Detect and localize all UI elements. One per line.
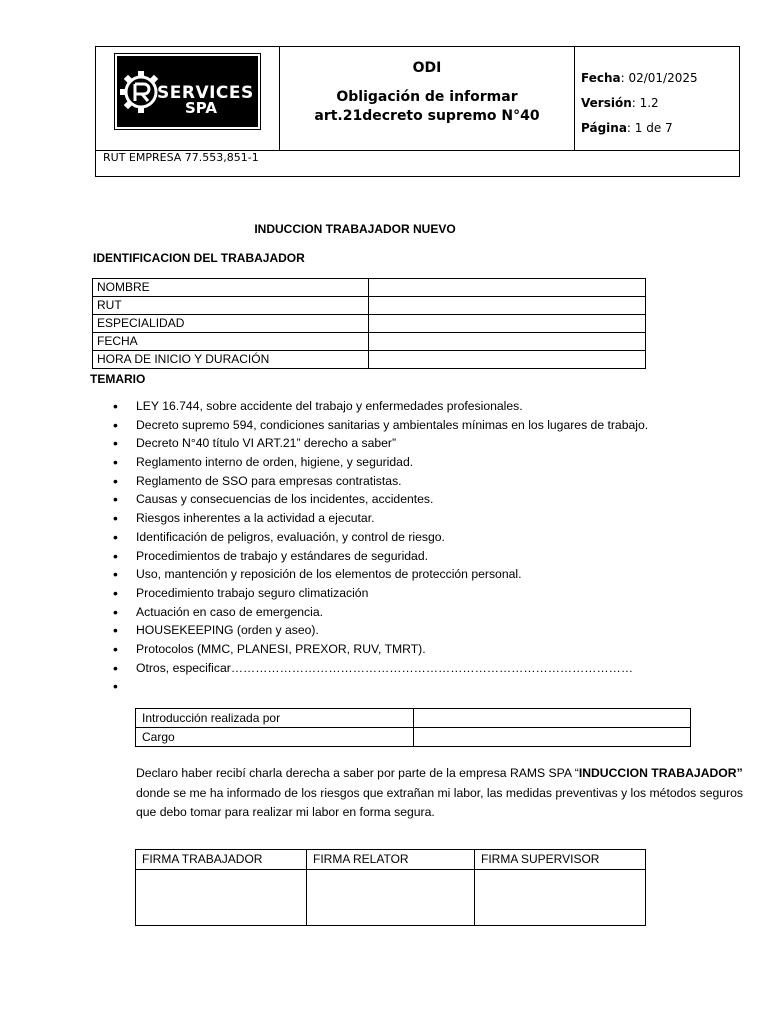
main-title: INDUCCION TRABAJADOR NUEVO <box>254 222 456 236</box>
logo-text-services: SERVICES <box>157 83 254 103</box>
list-item: • Causas y consecuencias de los incidentes, accidentes. <box>113 490 648 509</box>
list-item: • Procedimientos de trabajo y estándares de seguridad. <box>113 547 648 566</box>
row-label: ESPECIALIDAD <box>93 315 369 333</box>
especialidad-input-cell[interactable] <box>369 315 646 333</box>
header-divider <box>574 46 575 151</box>
temario-heading: TEMARIO <box>90 372 146 386</box>
document-title-block <box>280 60 574 126</box>
document-subtitle-line1: Obligación de informar <box>336 89 518 105</box>
table-row <box>93 315 646 333</box>
firmas-table <box>135 849 646 926</box>
firma-relator-header: FIRMA RELATOR <box>307 850 475 870</box>
row-label: Cargo <box>136 728 414 747</box>
cargo-input-cell[interactable] <box>414 728 691 747</box>
fecha-input-cell[interactable] <box>369 333 646 351</box>
introduccion-input-cell[interactable] <box>414 709 691 728</box>
firma-trabajador-header: FIRMA TRABAJADOR <box>136 850 307 870</box>
version-label: Versión <box>581 96 632 110</box>
list-item: • LEY 16.744, sobre accidente del trabajo y enfermedades profesionales. <box>113 397 648 416</box>
row-label: HORA DE INICIO Y DURACIÓN <box>93 351 369 369</box>
list-item: • Actuación en caso de emergencia. <box>113 603 648 622</box>
firma-supervisor-cell[interactable] <box>475 870 646 926</box>
pagina-label: Página <box>581 121 627 135</box>
row-label: RUT <box>93 297 369 315</box>
introduccion-table <box>135 708 691 747</box>
pagina-value: : 1 de 7 <box>626 121 673 135</box>
firma-trabajador-cell[interactable] <box>136 870 307 926</box>
list-item: • Otros, especificar……………………………………………………………………………………… <box>113 659 648 678</box>
list-item: • Identificación de peligros, evaluación, y control de riesgo. <box>113 528 648 547</box>
document-title: ODI <box>412 60 442 76</box>
table-row <box>136 709 691 728</box>
list-item: • Reglamento interno de orden, higiene, y seguridad. <box>113 453 648 472</box>
table-row <box>93 297 646 315</box>
fecha-field <box>581 71 698 85</box>
version-field <box>581 96 659 110</box>
table-row <box>93 333 646 351</box>
nombre-input-cell[interactable] <box>369 279 646 297</box>
firma-relator-cell[interactable] <box>307 870 475 926</box>
temario-list <box>113 397 648 696</box>
identificacion-table <box>92 278 646 369</box>
list-item: • Protocolos (MMC, PLANESI, PREXOR, RUV, TMRT). <box>113 640 648 659</box>
pagina-field <box>581 121 673 135</box>
document-subtitle-line2: art.21decreto supremo N°40 <box>314 108 540 124</box>
table-row <box>136 728 691 747</box>
company-logo <box>115 54 260 129</box>
list-item: • Procedimiento trabajo seguro climatización <box>113 584 648 603</box>
version-value: : 1.2 <box>631 96 659 110</box>
fecha-value: : 02/01/2025 <box>620 71 698 85</box>
hora-input-cell[interactable] <box>369 351 646 369</box>
list-item: • Decreto supremo 594, condiciones sanitarias y ambientales mínimas en los lugares de trabajo. <box>113 416 648 435</box>
declaracion-bold-text: INDUCCION TRABAJADOR” <box>578 766 743 780</box>
table-row <box>93 279 646 297</box>
list-item: • Reglamento de SSO para empresas contratistas. <box>113 472 648 491</box>
table-row <box>136 850 646 870</box>
list-item: • Uso, mantención y reposición de los elementos de protección personal. <box>113 565 648 584</box>
declaracion-text: Declaro haber recibí charla derecha a saber por parte de la empresa RAMS SPA “ <box>136 766 579 780</box>
list-item: • Decreto N°40 título VI ART.21” derecho a saber” <box>113 434 648 453</box>
fecha-label: Fecha <box>581 71 621 85</box>
row-label: FECHA <box>93 333 369 351</box>
table-row <box>136 870 646 926</box>
identificacion-heading: IDENTIFICACION DEL TRABAJADOR <box>93 251 305 265</box>
table-row <box>93 351 646 369</box>
declaracion-paragraph <box>136 764 748 823</box>
list-item: • Riesgos inherentes a la actividad a ejecutar. <box>113 509 648 528</box>
declaracion-text-rest: donde se me ha informado de los riesgos que extrañan mi labor, las medidas preventivas y los métodos seguros que debo tomar para realizar mi labor en forma segura. <box>136 785 743 819</box>
logo-text-spa: SPA <box>184 99 218 117</box>
firma-supervisor-header: FIRMA SUPERVISOR <box>475 850 646 870</box>
row-label: NOMBRE <box>93 279 369 297</box>
rut-empresa: RUT EMPRESA 77.553,851-1 <box>103 151 259 164</box>
list-item <box>113 677 648 696</box>
row-label: Introducción realizada por <box>136 709 414 728</box>
list-item: • HOUSEKEEPING (orden y aseo). <box>113 621 648 640</box>
rut-input-cell[interactable] <box>369 297 646 315</box>
